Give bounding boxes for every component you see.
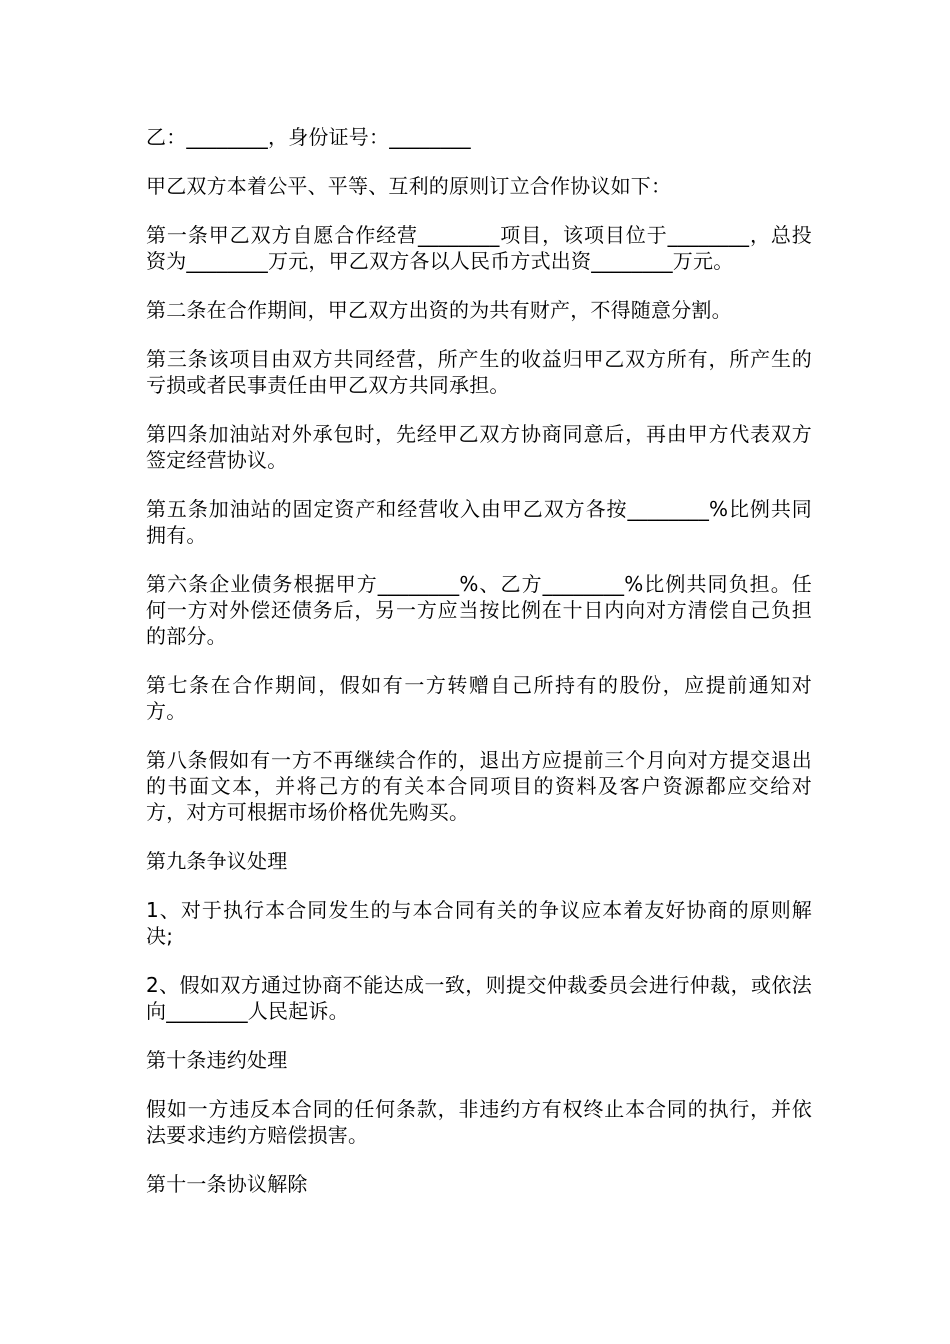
article-8: 第八条假如有一方不再继续合作的，退出方应提前三个月向对方提交退出的书面文本，并将己方的有关本合同项目的资料及客户资源都应交给对方，对方可根据市场价格优先购买。 xyxy=(146,748,812,824)
article-1: 第一条甲乙双方自愿合作经营________项目，该项目位于________，总投资为________万元，甲乙双方各以人民币方式出资________万元。 xyxy=(146,223,812,273)
article-11-heading: 第十一条协议解除 xyxy=(146,1172,308,1196)
party-b-line: 乙：________，身份证号：________ xyxy=(146,125,471,149)
article-4: 第四条加油站对外承包时，先经甲乙双方协商同意后，再由甲方代表双方签定经营协议。 xyxy=(146,422,812,472)
article-10-body: 假如一方违反本合同的任何条款，非违约方有权终止本合同的执行，并依法要求违约方赔偿损害。 xyxy=(146,1097,812,1147)
article-3: 第三条该项目由双方共同经营，所产生的收益归甲乙双方所有，所产生的亏损或者民事责任由甲乙双方共同承担。 xyxy=(146,347,812,397)
article-9-item-2: 2、假如双方通过协商不能达成一致，则提交仲裁委员会进行仲裁，或依法向________人民起诉。 xyxy=(146,973,812,1023)
document-body xyxy=(146,124,812,1220)
article-5: 第五条加油站的固定资产和经营收入由甲乙双方各按________%比例共同拥有。 xyxy=(146,497,812,547)
article-6: 第六条企业债务根据甲方________%、乙方________%比例共同负担。任何一方对外偿还债务后，另一方应当按比例在十日内向对方清偿自己负担的部分。 xyxy=(146,572,812,648)
article-2: 第二条在合作期间，甲乙双方出资的为共有财产，不得随意分割。 xyxy=(146,298,732,322)
article-9-heading: 第九条争议处理 xyxy=(146,849,288,873)
article-9-item-1: 1、对于执行本合同发生的与本合同有关的争议应本着友好协商的原则解决; xyxy=(146,898,812,948)
article-7: 第七条在合作期间，假如有一方转赠自己所持有的股份，应提前通知对方。 xyxy=(146,673,812,723)
article-10-heading: 第十条违约处理 xyxy=(146,1048,288,1072)
preamble: 甲乙双方本着公平、平等、互利的原则订立合作协议如下： xyxy=(146,174,672,198)
